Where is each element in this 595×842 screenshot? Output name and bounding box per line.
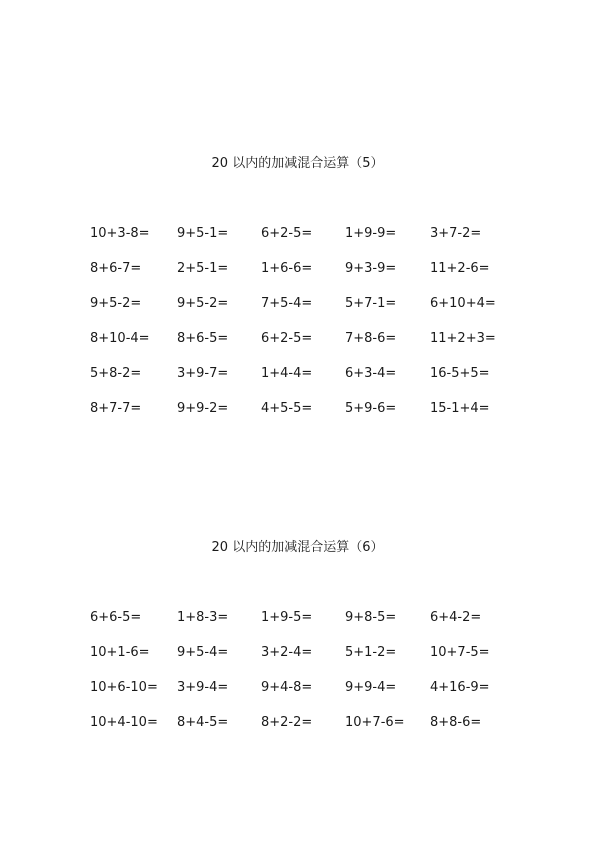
arithmetic-problem: 10+6-10= (90, 680, 158, 695)
arithmetic-problem: 6+6-5= (90, 610, 142, 625)
arithmetic-problem: 8+4-5= (177, 715, 229, 730)
arithmetic-problem: 9+8-5= (345, 610, 397, 625)
arithmetic-problem: 9+9-2= (177, 401, 229, 416)
arithmetic-problem: 16-5+5= (430, 366, 490, 381)
problem-row (90, 680, 570, 715)
arithmetic-problem: 9+5-2= (177, 296, 229, 311)
arithmetic-problem: 10+7-6= (345, 715, 405, 730)
arithmetic-problem: 10+4-10= (90, 715, 158, 730)
problem-row (90, 645, 570, 680)
problem-row (90, 401, 570, 436)
problem-grid (90, 610, 570, 750)
arithmetic-problem: 10+3-8= (90, 226, 150, 241)
arithmetic-problem: 6+4-2= (430, 610, 482, 625)
arithmetic-problem: 1+6-6= (261, 261, 313, 276)
arithmetic-problem: 15-1+4= (430, 401, 490, 416)
arithmetic-problem: 1+4-4= (261, 366, 313, 381)
arithmetic-problem: 11+2+3= (430, 331, 496, 346)
arithmetic-problem: 3+9-4= (177, 680, 229, 695)
arithmetic-problem: 6+2-5= (261, 331, 313, 346)
arithmetic-problem: 5+7-1= (345, 296, 397, 311)
problem-row (90, 261, 570, 296)
problem-row (90, 366, 570, 401)
arithmetic-problem: 8+6-7= (90, 261, 142, 276)
problem-row (90, 226, 570, 261)
arithmetic-problem: 9+9-4= (345, 680, 397, 695)
arithmetic-problem: 9+5-1= (177, 226, 229, 241)
arithmetic-problem: 6+3-4= (345, 366, 397, 381)
problem-grid (90, 226, 570, 436)
arithmetic-problem: 11+2-6= (430, 261, 490, 276)
arithmetic-problem: 3+7-2= (430, 226, 482, 241)
arithmetic-problem: 1+9-9= (345, 226, 397, 241)
arithmetic-problem: 5+1-2= (345, 645, 397, 660)
arithmetic-problem: 9+5-4= (177, 645, 229, 660)
arithmetic-problem: 3+2-4= (261, 645, 313, 660)
arithmetic-problem: 6+10+4= (430, 296, 496, 311)
problem-row (90, 296, 570, 331)
problem-row (90, 331, 570, 366)
arithmetic-problem: 1+9-5= (261, 610, 313, 625)
arithmetic-problem: 2+5-1= (177, 261, 229, 276)
problem-row (90, 715, 570, 750)
arithmetic-problem: 5+8-2= (90, 366, 142, 381)
arithmetic-problem: 9+3-9= (345, 261, 397, 276)
arithmetic-problem: 8+8-6= (430, 715, 482, 730)
arithmetic-problem: 9+5-2= (90, 296, 142, 311)
arithmetic-problem: 1+8-3= (177, 610, 229, 625)
problem-row (90, 610, 570, 645)
arithmetic-problem: 8+7-7= (90, 401, 142, 416)
arithmetic-problem: 6+2-5= (261, 226, 313, 241)
arithmetic-problem: 10+7-5= (430, 645, 490, 660)
arithmetic-problem: 8+6-5= (177, 331, 229, 346)
arithmetic-problem: 10+1-6= (90, 645, 150, 660)
arithmetic-problem: 8+2-2= (261, 715, 313, 730)
arithmetic-problem: 7+8-6= (345, 331, 397, 346)
section-title: 20 以内的加减混合运算（5） (211, 156, 384, 171)
arithmetic-problem: 4+16-9= (430, 680, 490, 695)
arithmetic-problem: 4+5-5= (261, 401, 313, 416)
arithmetic-problem: 7+5-4= (261, 296, 313, 311)
arithmetic-problem: 8+10-4= (90, 331, 150, 346)
arithmetic-problem: 5+9-6= (345, 401, 397, 416)
arithmetic-problem: 9+4-8= (261, 680, 313, 695)
arithmetic-problem: 3+9-7= (177, 366, 229, 381)
section-title: 20 以内的加减混合运算（6） (211, 540, 384, 555)
